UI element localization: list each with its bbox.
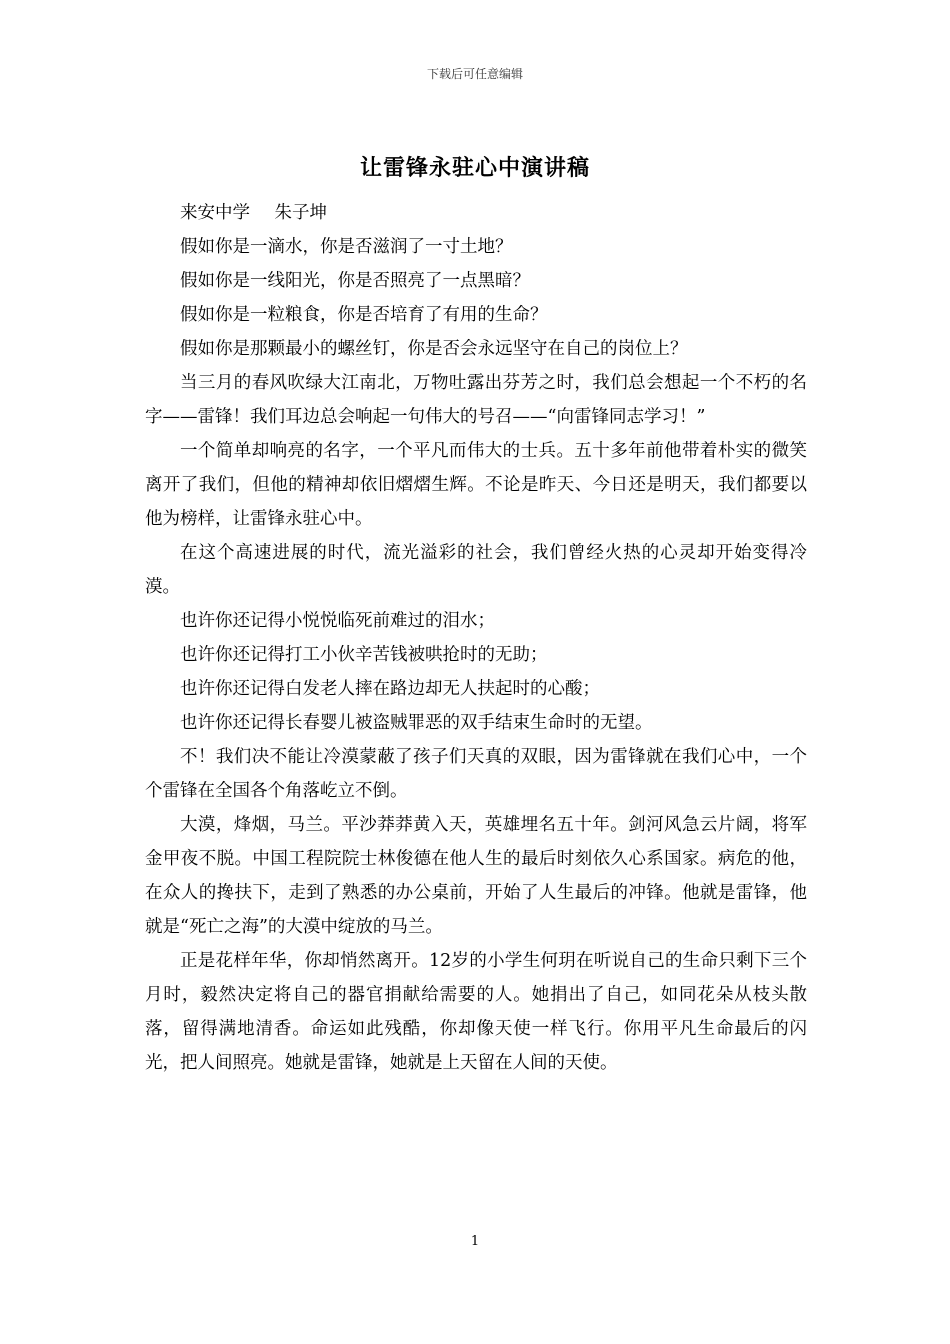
page-number: 1 bbox=[470, 1234, 480, 1249]
document-body bbox=[145, 196, 807, 1080]
paragraph: 一个简单却响亮的名字，一个平凡而伟大的士兵。五十多年前他带着朴实的微笑离开了我们，但他的精神却依旧熠熠生辉。不论是昨天、今日还是明天，我们都要以他为榜样，让雷锋永驻心中。 bbox=[145, 441, 807, 529]
paragraph: 当三月的春风吹绿大江南北，万物吐露出芬芳之时，我们总会想起一个不朽的名字——雷锋！我们耳边总会响起一句伟大的号召——“向雷锋同志学习！” bbox=[145, 373, 807, 427]
paragraph: 不！我们决不能让冷漠蒙蔽了孩子们天真的双眼，因为雷锋就在我们心中，一个个雷锋在全国各个角落屹立不倒。 bbox=[145, 747, 807, 801]
paragraph: 假如你是那颗最小的螺丝钉，你是否会永远坚守在自己的岗位上？ bbox=[180, 339, 688, 359]
paragraph: 也许你还记得白发老人摔在路边却无人扶起时的心酸； bbox=[180, 679, 600, 699]
paragraph: 假如你是一线阳光，你是否照亮了一点黑暗？ bbox=[180, 271, 530, 291]
paragraph: 正是花样年华，你却悄然离开。12岁的小学生何玥在听说自己的生命只剩下三个月时，毅然决定将自己的器官捐献给需要的人。她捐出了自己，如同花朵从枝头散落，留得满地清香。命运如此残酷，你却像天使一样飞行。你用平凡生命最后的闪光，把人间照亮。她就是雷锋，她就是上天留在人间的天使。 bbox=[145, 951, 807, 1073]
page-header: 下载后可任意编辑 bbox=[426, 67, 523, 81]
paragraph: 也许你还记得长春婴儿被盗贼罪恶的双手结束生命时的无望。 bbox=[180, 713, 653, 733]
paragraph: 大漠，烽烟，马兰。平沙莽莽黄入天，英雄埋名五十年。剑河风急云片阔，将军金甲夜不脱。中国工程院院士林俊德在他人生的最后时刻依久心系国家。病危的他，在众人的搀扶下，走到了熟悉的办公桌前，开始了人生最后的冲锋。他就是雷锋，他就是“死亡之海”的大漠中绽放的马兰。 bbox=[145, 815, 807, 937]
author-school: 来安中学 bbox=[180, 203, 250, 223]
document-title: 让雷锋永驻心中演讲稿 bbox=[359, 156, 590, 181]
paragraph: 假如你是一滴水，你是否滋润了一寸土地？ bbox=[180, 237, 513, 257]
paragraph: 在这个高速进展的时代，流光溢彩的社会，我们曾经火热的心灵却开始变得冷漠。 bbox=[145, 543, 807, 597]
paragraph: 假如你是一粒粮食，你是否培育了有用的生命？ bbox=[180, 305, 548, 325]
author-line bbox=[145, 196, 807, 230]
paragraph: 也许你还记得打工小伙辛苦钱被哄抢时的无助； bbox=[180, 645, 548, 665]
paragraph: 也许你还记得小悦悦临死前难过的泪水； bbox=[180, 611, 495, 631]
author-name: 朱子坤 bbox=[274, 203, 327, 223]
